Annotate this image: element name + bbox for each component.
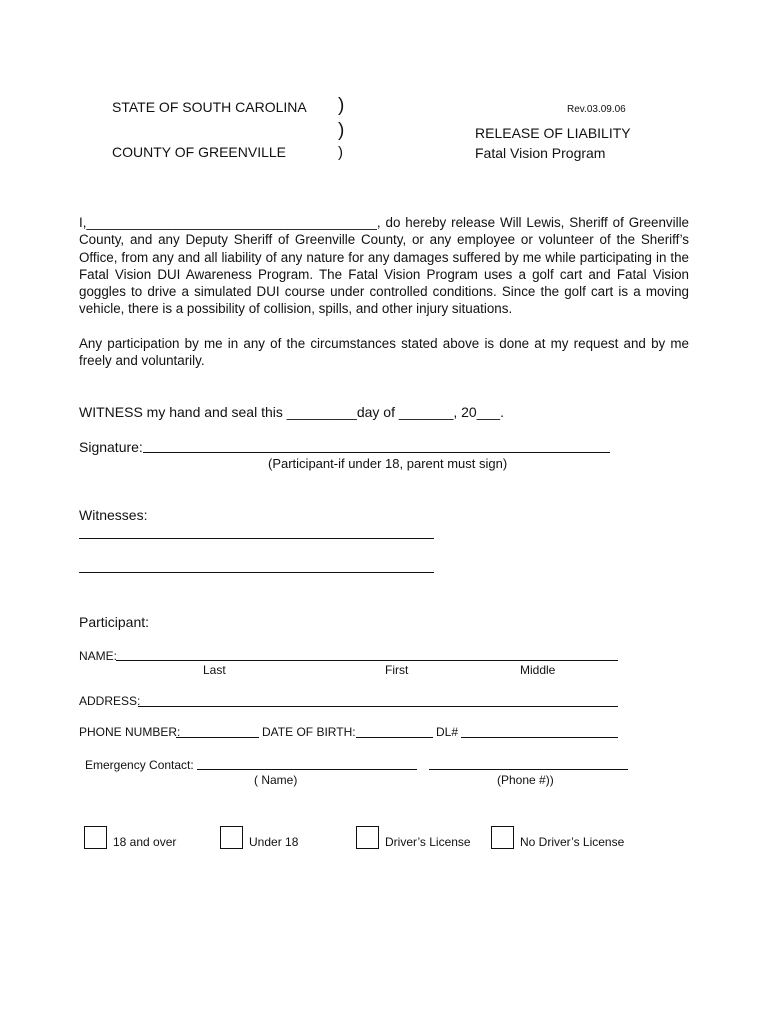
participant-label: Participant: bbox=[79, 614, 150, 630]
checkbox-18-and-over[interactable] bbox=[84, 826, 107, 849]
emergency-name-field[interactable] bbox=[197, 769, 417, 770]
checkbox-no-drivers-license[interactable] bbox=[491, 826, 514, 849]
phone-field[interactable] bbox=[176, 737, 259, 738]
bracket-paren-1: ) bbox=[338, 95, 345, 116]
signature-note: (Participant-if under 18, parent must sign) bbox=[268, 456, 508, 471]
revision-code: Rev.03.09.06 bbox=[567, 104, 626, 115]
dl-field[interactable] bbox=[461, 737, 618, 738]
witnesses-label: Witnesses: bbox=[79, 507, 148, 523]
release-paragraph: I,_______________________________________, do hereby release Will Lewis, Sheriff of Greenville County, and any Deputy Sheriff of Greenville County, or any employee or volunteer of the Sheriff’s Office, from any and all liability of any nature for any damages suffered by me while participating in the Fatal Vision DUI Awareness Program. The Fatal Vision Program uses a golf cart and Fatal Vision goggles to drive a simulated DUI course under controlled conditions. Since the golf cart is a moving vehicle, there is a possibility of collision, spills, and other injury situations. bbox=[79, 215, 689, 317]
witness-date-line[interactable]: WITNESS my hand and seal this _________day of _______, 20___. bbox=[79, 404, 504, 420]
bracket-paren-3: ) bbox=[338, 144, 343, 161]
address-field[interactable] bbox=[138, 706, 618, 707]
county-heading: COUNTY OF GREENVILLE bbox=[112, 144, 287, 160]
state-heading: STATE OF SOUTH CAROLINA bbox=[112, 99, 307, 115]
dob-label: DATE OF BIRTH: bbox=[262, 725, 356, 739]
dob-field[interactable] bbox=[356, 737, 433, 738]
name-field[interactable] bbox=[116, 660, 618, 661]
emergency-phone-field[interactable] bbox=[429, 769, 628, 770]
dl-label: DL# bbox=[436, 725, 459, 739]
document-title: RELEASE OF LIABILITY bbox=[475, 125, 631, 141]
checkbox-no-drivers-license-label: No Driver’s License bbox=[520, 835, 625, 849]
signature-label: Signature: bbox=[79, 439, 143, 455]
document-subtitle: Fatal Vision Program bbox=[475, 145, 606, 161]
name-last-caption: Last bbox=[203, 663, 226, 677]
witness-2-field[interactable] bbox=[79, 572, 434, 573]
checkbox-drivers-license-label: Driver’s License bbox=[385, 835, 471, 849]
checkbox-18-and-over-label: 18 and over bbox=[113, 835, 177, 849]
voluntary-paragraph: Any participation by me in any of the circumstances stated above is done at my request and by me freely and voluntarily. bbox=[79, 336, 689, 369]
witness-1-field[interactable] bbox=[79, 538, 434, 539]
name-first-caption: First bbox=[385, 663, 409, 677]
checkbox-under-18[interactable] bbox=[220, 826, 243, 849]
name-label: NAME: bbox=[79, 649, 118, 663]
address-label: ADDRESS: bbox=[79, 694, 141, 708]
checkbox-under-18-label: Under 18 bbox=[249, 835, 299, 849]
name-middle-caption: Middle bbox=[520, 663, 556, 677]
signature-field[interactable] bbox=[143, 452, 610, 453]
emergency-phone-caption: (Phone #)) bbox=[497, 773, 554, 787]
emergency-contact-label: Emergency Contact: bbox=[85, 758, 194, 772]
phone-label: PHONE NUMBER: bbox=[79, 725, 181, 739]
checkbox-drivers-license[interactable] bbox=[356, 826, 379, 849]
bracket-paren-2: ) bbox=[338, 120, 345, 141]
emergency-name-caption: ( Name) bbox=[254, 773, 298, 787]
